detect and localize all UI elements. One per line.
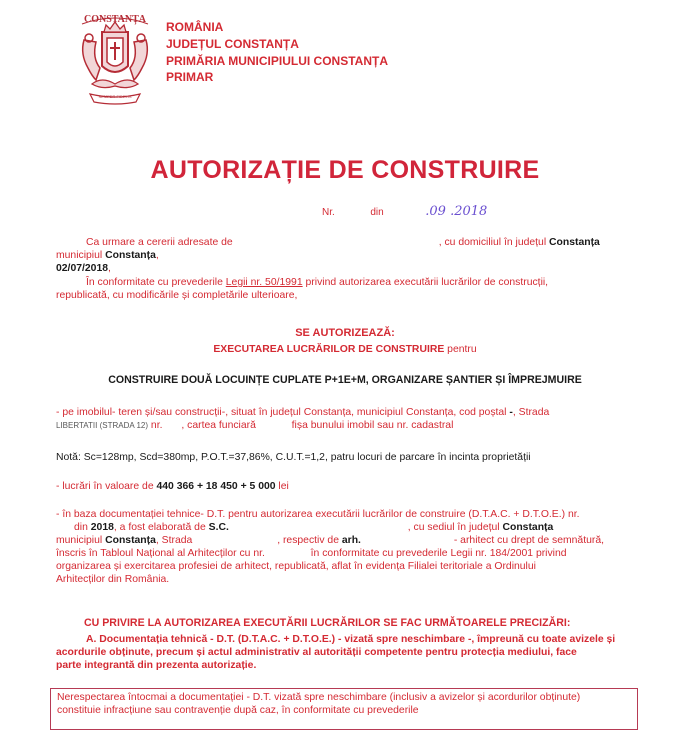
- lucrari-unit: lei: [278, 481, 289, 492]
- warning-box: [50, 688, 638, 730]
- seal-bottom-text: SEMPER FIDELIS: [98, 94, 132, 99]
- sediu-label: , cu sediul în județul: [407, 522, 500, 533]
- doc-line1: - în baza documentației tehnice- D.T. pentru autorizarea executării lucrărilor de construire (D.T.A.C. + D.T.O.E.) nr.: [56, 509, 580, 520]
- header-judet: JUDEȚUL CONSTANȚA: [166, 37, 299, 51]
- resp-label: , respectiv de: [277, 535, 339, 546]
- paragraph-imobil: [56, 406, 656, 432]
- din-label: din: [370, 207, 384, 218]
- street-value: LIBERTATII (STRADA 12): [56, 421, 149, 430]
- domicile-text: , cu domiciliul în județul: [438, 237, 547, 248]
- header-romania: ROMÂNIA: [166, 20, 224, 34]
- municipiul-label: municipiul: [56, 250, 103, 261]
- law-link[interactable]: Legii nr. 50/1991: [225, 277, 303, 288]
- comma: ,: [155, 250, 159, 261]
- law-text-cont: republicată, cu modificările și completările ulterioare,: [56, 290, 298, 301]
- handwritten-date: .09 .2018: [425, 204, 488, 219]
- nr-label: Nr.: [322, 207, 335, 218]
- tablou-text: înscris în Tabloul Național al Arhitecților cu nr.: [56, 548, 265, 559]
- constanta-coat-of-arms: [74, 14, 156, 106]
- seal-top-text: CONSTANȚA: [83, 14, 147, 25]
- lucrari-value: 440 366 + 18 450 + 5 000: [156, 481, 276, 492]
- strada-label: , Strada: [155, 535, 193, 546]
- request-date: 02/07/2018: [56, 263, 109, 274]
- doc-year: 2018: [90, 522, 114, 533]
- document-title: AUTORIZAȚIE DE CONSTRUIRE: [150, 156, 540, 184]
- precizari-heading: CU PRIVIRE LA AUTORIZAREA EXECUTĂRII LUCRĂRILOR SE FAC URMĂTOARELE PRECIZĂRI:: [84, 617, 571, 629]
- elab-label: , a fost elaborată de: [113, 522, 206, 533]
- header-primaria: PRIMĂRIA MUNICIPIULUI CONSTANȚA: [166, 54, 388, 68]
- warning-line2: constituie infracțiune sau contravenție după caz, în conformitate cu prevederile: [57, 705, 419, 716]
- nr-label: nr.: [150, 420, 163, 431]
- law-intro: În conformitate cu prevederile: [86, 277, 223, 288]
- precizari-a: [56, 633, 656, 672]
- din-label: din: [74, 522, 88, 533]
- se-autorizeaza-heading: SE AUTORIZEAZĂ:: [295, 327, 395, 339]
- comma: ,: [108, 263, 111, 274]
- cf-label: , cartea funciară: [181, 420, 256, 431]
- sc-label: S.C.: [208, 522, 229, 533]
- dash: -: [509, 407, 513, 418]
- precizari-a-line1: A. Documentația tehnică - D.T. (D.T.A.C. + D.T.O.E.) - vizată spre neschimbare -, împreună cu toate avizele și: [86, 634, 616, 645]
- strada-label: , Strada: [512, 407, 550, 418]
- lucrari-line: [56, 480, 289, 493]
- paragraph-request: [56, 236, 650, 275]
- law-184-text: în conformitate cu prevederile Legii nr. 184/2001 privind: [310, 548, 567, 559]
- doc-county: Constanța: [502, 522, 554, 533]
- nota-line: Notă: Sc=128mp, Scd=380mp, P.O.T.=37,86%, C.U.T.=1,2, patru locuri de parcare în incinta proprietății: [56, 452, 531, 463]
- city-value: Constanța: [105, 250, 156, 261]
- warning-line1: Nerespectarea întocmai a documentației - D.T. vizată spre neschimbare (inclusiv a avizelor și acordurilor obținute): [57, 692, 581, 703]
- doc-city: Constanța: [105, 535, 156, 546]
- county-value: Constanța: [549, 237, 600, 248]
- precizari-a-line3: parte integrantă din prezenta autorizație.: [56, 660, 257, 671]
- law-text: privind autorizarea executării lucrărilor de construcții,: [305, 277, 549, 288]
- header-primar: PRIMAR: [166, 70, 214, 84]
- fisa-label: fișa bunului imobil sau nr. cadastral: [291, 420, 454, 431]
- construction-description: CONSTRUIRE DOUĂ LOCUINȚE CUPLATE P+1E+M, ORGANIZARE ȘANTIER ȘI ÎMPREJMUIRE: [108, 374, 582, 386]
- paragraph-law: [56, 276, 650, 302]
- lucrari-label: - lucrări în valoare de: [56, 481, 154, 492]
- executarea-heading: [0, 344, 690, 355]
- doc-line5: organizarea și exercitarea profesiei de arhitect, republicată, aflat în evidența Filialei teritoriale a Ordinului: [56, 561, 536, 572]
- doc-line6: Arhitecților din România.: [56, 574, 170, 585]
- precizari-a-line2: acordurile obținute, precum și actul administrativ al autorității competente pentru protecția mediului, face: [56, 647, 577, 658]
- arh-label: arh.: [341, 535, 361, 546]
- number-line: [322, 204, 487, 219]
- request-text: Ca urmare a cererii adresate de: [86, 237, 233, 248]
- arhitect-label: - arhitect cu drept de semnătură,: [453, 535, 604, 546]
- executarea-bold: EXECUTAREA LUCRĂRILOR DE CONSTRUIRE: [213, 344, 445, 355]
- executarea-rest: pentru: [447, 344, 477, 355]
- paragraph-documentatie: [56, 508, 656, 586]
- imobil-text: - pe imobilul- teren și/sau construcții-, situat în județul Constanța, municipiul Constanța, cod poștal: [56, 407, 507, 418]
- municipiul-label: municipiul: [56, 535, 103, 546]
